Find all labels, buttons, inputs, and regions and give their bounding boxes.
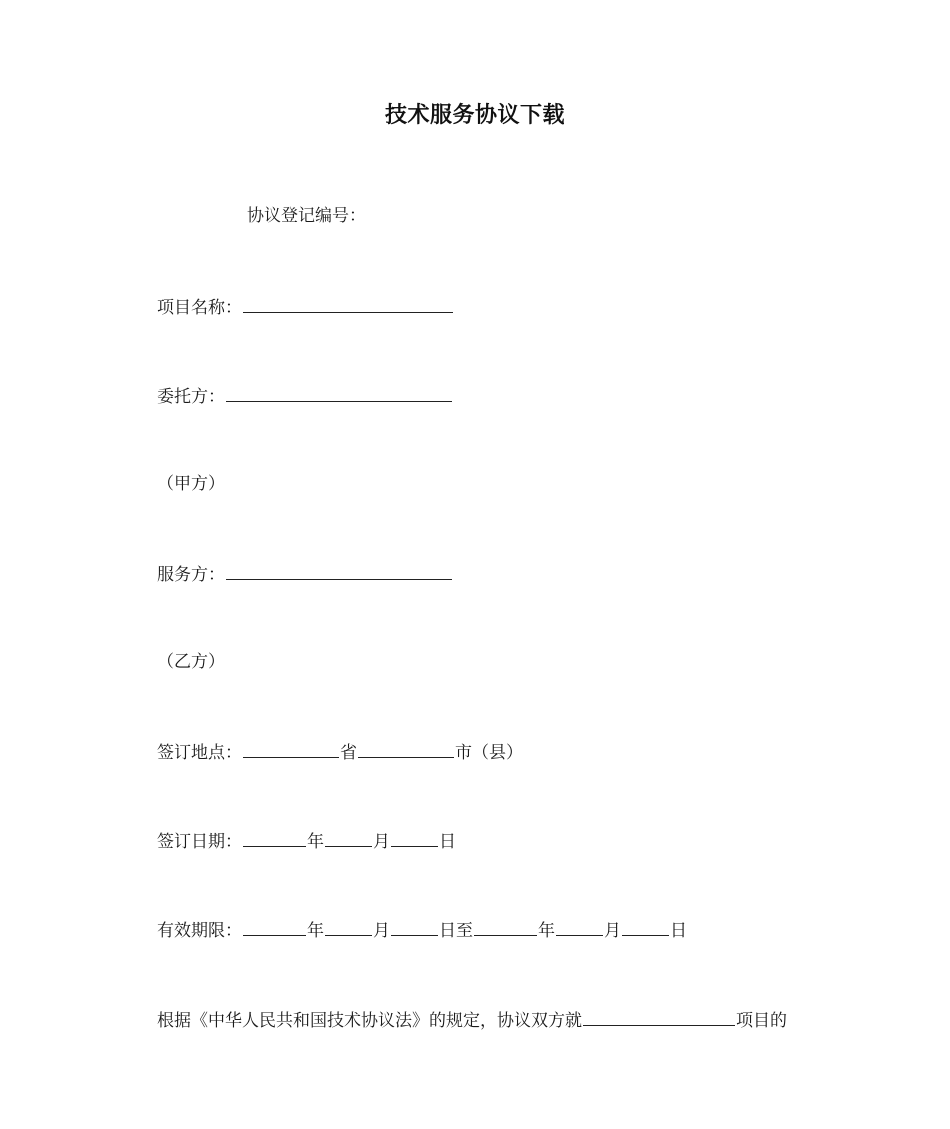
clause-project-blank[interactable] — [583, 1007, 735, 1026]
document-title: 技术服务协议下载 — [384, 103, 565, 128]
to-text: 至 — [456, 921, 473, 941]
clause-text-part-2: 项目的 — [736, 1011, 787, 1031]
validity-label: 有效期限： — [157, 921, 242, 941]
validity-period-line — [157, 917, 687, 943]
clause-paragraph — [157, 1007, 787, 1033]
signing-place-line — [157, 739, 523, 765]
registration-number-label: 协议登记编号： — [247, 206, 366, 226]
month-text: 月 — [604, 921, 621, 941]
day-text: 日 — [439, 921, 456, 941]
start-month-blank[interactable] — [325, 917, 372, 936]
project-name-line — [157, 294, 454, 320]
province-text: 省 — [340, 743, 357, 763]
registration-number-line — [247, 204, 366, 228]
year-text: 年 — [538, 921, 555, 941]
client-line — [157, 383, 453, 409]
end-day-blank[interactable] — [622, 917, 669, 936]
signing-place-label: 签订地点： — [157, 743, 242, 763]
day-text: 日 — [439, 832, 456, 852]
client-label: 委托方： — [157, 387, 225, 407]
start-year-blank[interactable] — [243, 917, 306, 936]
service-provider-label: 服务方： — [157, 565, 225, 585]
project-name-label: 项目名称： — [157, 298, 242, 318]
sign-day-blank[interactable] — [391, 828, 438, 847]
start-day-blank[interactable] — [391, 917, 438, 936]
service-provider-line — [157, 561, 453, 587]
city-blank[interactable] — [358, 739, 454, 758]
party-a-label: （甲方） — [157, 474, 225, 494]
service-provider-blank[interactable] — [226, 561, 452, 580]
client-blank[interactable] — [226, 383, 452, 402]
sign-month-blank[interactable] — [325, 828, 372, 847]
project-name-blank[interactable] — [243, 294, 453, 313]
year-text: 年 — [307, 832, 324, 852]
party-b-line — [157, 650, 225, 674]
clause-text-part-1: 根据《中华人民共和国技术协议法》的规定，协议双方就 — [157, 1011, 582, 1031]
province-blank[interactable] — [243, 739, 339, 758]
party-a-line — [157, 472, 225, 496]
signing-date-line — [157, 828, 456, 854]
year-text: 年 — [307, 921, 324, 941]
party-b-label: （乙方） — [157, 652, 225, 672]
city-county-text: 市（县） — [455, 743, 523, 763]
month-text: 月 — [373, 832, 390, 852]
month-text: 月 — [373, 921, 390, 941]
signing-date-label: 签订日期： — [157, 832, 242, 852]
sign-year-blank[interactable] — [243, 828, 306, 847]
end-year-blank[interactable] — [474, 917, 537, 936]
day-text: 日 — [670, 921, 687, 941]
end-month-blank[interactable] — [556, 917, 603, 936]
